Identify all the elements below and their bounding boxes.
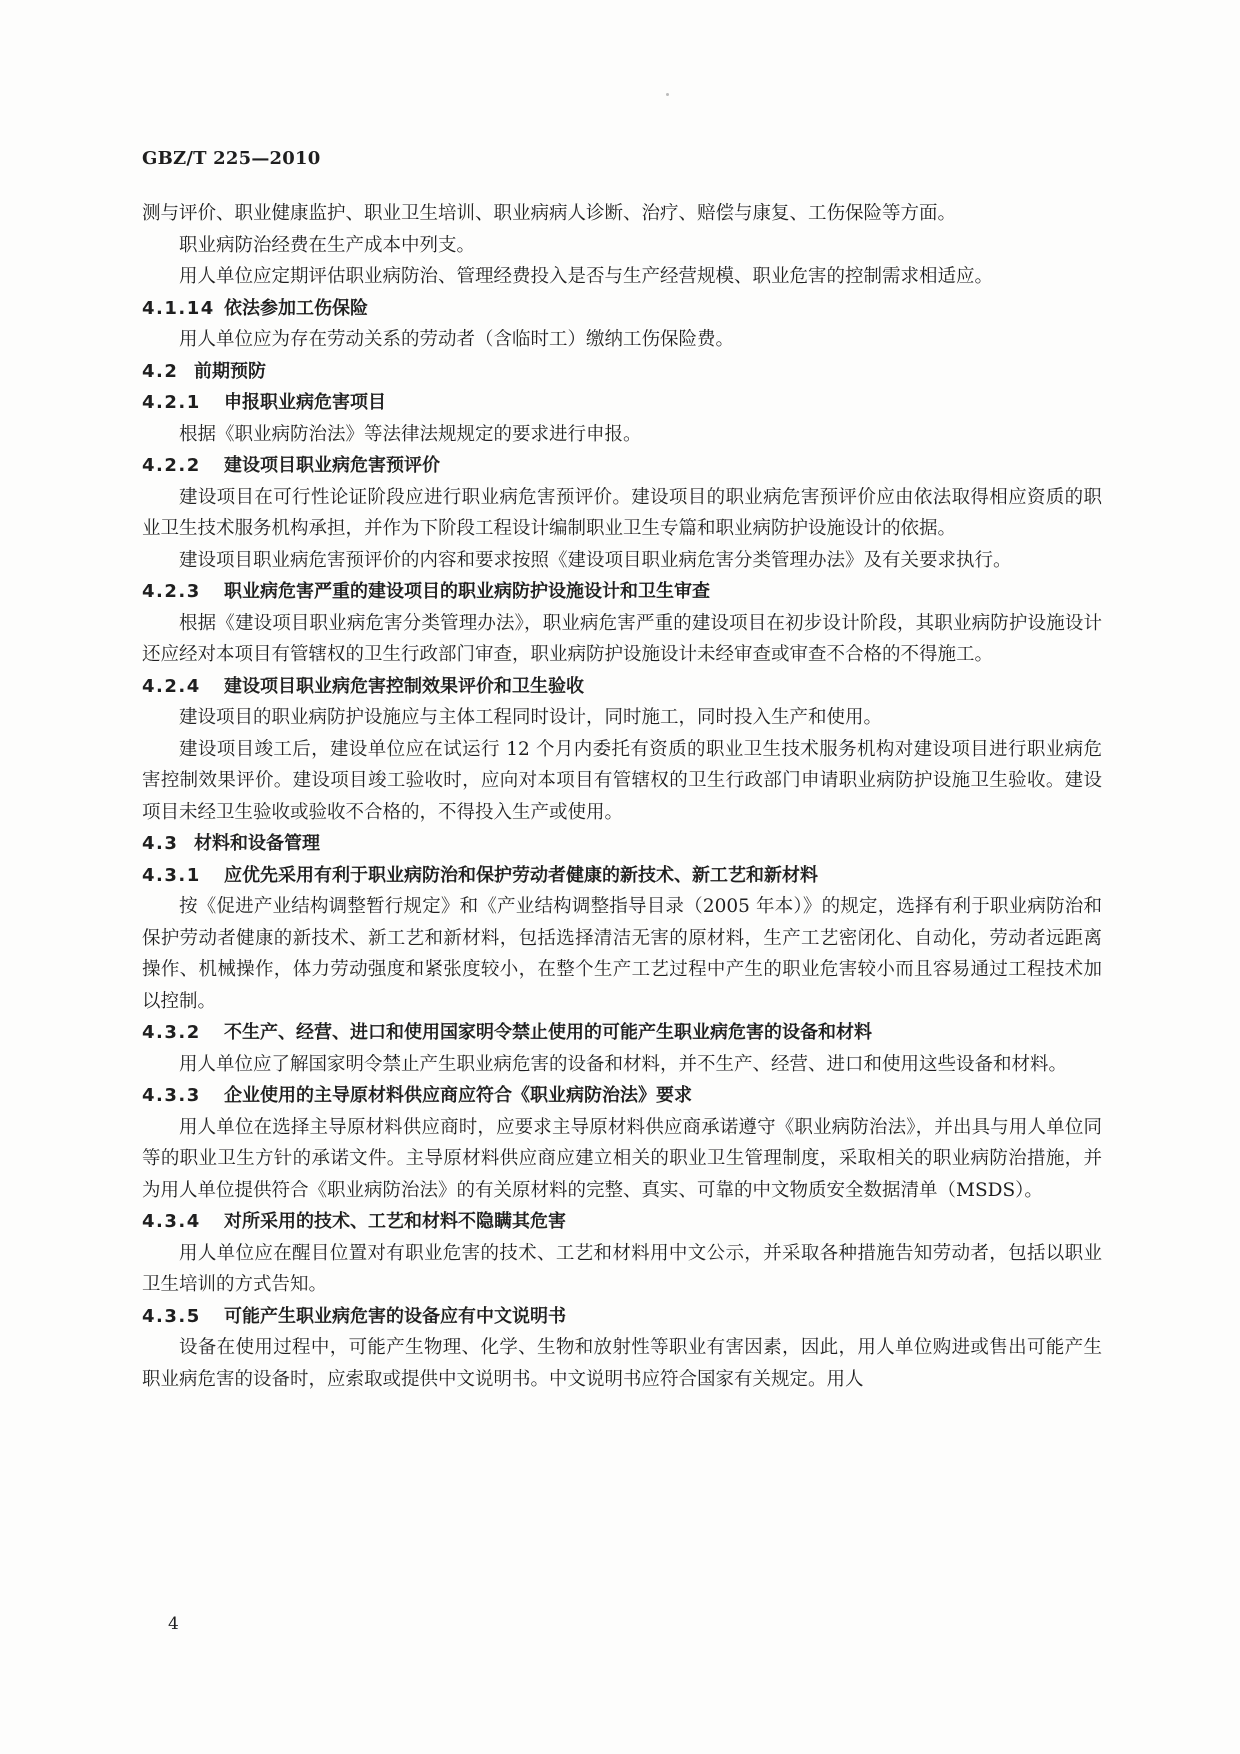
section-heading (142, 450, 1102, 482)
section-title: 申报职业病危害项目 (224, 392, 386, 413)
section-heading (142, 576, 1102, 608)
body-paragraph: 建设项目竣工后，建设单位应在试运行 12 个月内委托有资质的职业卫生技术服务机构对建设项目进行职业病危害控制效果评价。建设项目竣工验收时，应向对本项目有管辖权的卫生行政部门申请职业病防护设施卫生验收。建设项目未经卫生验收或验收不合格的，不得投入生产或使用。 (142, 738, 1102, 823)
standard-code-header: GBZ/T 225—2010 (142, 148, 321, 169)
document-body (142, 198, 1102, 1395)
section-title: 前期预防 (194, 360, 266, 382)
section-heading (142, 1080, 1102, 1112)
body-paragraph: 建设项目职业病危害预评价的内容和要求按照《建设项目职业病危害分类管理办法》及有关要求执行。 (179, 549, 1012, 571)
body-paragraph: 测与评价、职业健康监护、职业卫生培训、职业病病人诊断、治疗、赔偿与康复、工伤保险等方面。 (142, 203, 957, 224)
section-heading (142, 1017, 1102, 1049)
body-paragraph: 设备在使用过程中，可能产生物理、化学、生物和放射性等职业有害因素，因此，用人单位购进或售出可能产生职业病危害的设备时，应索取或提供中文说明书。中文说明书应符合国家有关规定。用人 (142, 1337, 1102, 1390)
scan-speck (666, 93, 669, 96)
section-number: 4.2.1 (142, 392, 201, 413)
section-heading (142, 356, 1102, 388)
section-number: 4.3.1 (142, 864, 201, 886)
page-number: 4 (168, 1614, 179, 1634)
body-paragraph: 用人单位应为存在劳动关系的劳动者（含临时工）缴纳工伤保险费。 (179, 329, 735, 350)
section-number: 4.3.4 (142, 1211, 201, 1232)
body-paragraph: 职业病防治经费在生产成本中列支。 (179, 234, 476, 256)
section-number: 4.1.14 (142, 297, 215, 319)
section-title: 对所采用的技术、工艺和材料不隐瞒其危害 (224, 1211, 566, 1232)
section-title: 建设项目职业病危害控制效果评价和卫生验收 (224, 675, 584, 697)
section-title: 可能产生职业病危害的设备应有中文说明书 (224, 1305, 566, 1327)
section-number: 4.2.2 (142, 455, 201, 476)
section-number: 4.3.3 (142, 1085, 201, 1106)
section-number: 4.3.2 (142, 1022, 201, 1043)
body-paragraph: 建设项目的职业病防护设施应与主体工程同时设计，同时施工，同时投入生产和使用。 (179, 707, 883, 728)
section-heading (142, 387, 1102, 419)
section-number: 4.2.3 (142, 581, 201, 602)
section-heading (142, 828, 1102, 860)
section-number: 4.2.4 (142, 675, 201, 697)
section-number: 4.3 (142, 833, 179, 854)
section-title: 应优先采用有利于职业病防治和保护劳动者健康的新技术、新工艺和新材料 (224, 864, 818, 886)
body-paragraph: 用人单位在选择主导原材料供应商时，应要求主导原材料供应商承诺遵守《职业病防治法》，并出具与用人单位同等的职业卫生方针的承诺文件。主导原材料供应商应建立相关的职业卫生管理制度，采取相关的职业病防治措施，并为用人单位提供符合《职业病防治法》的有关原材料的完整、真实、可靠的中文物质安全数据清单（MSDS）。 (142, 1116, 1102, 1201)
body-paragraph: 根据《职业病防治法》等法律法规规定的要求进行申报。 (179, 423, 642, 445)
section-title: 依法参加工伤保险 (224, 297, 368, 319)
section-heading (142, 1301, 1102, 1333)
body-paragraph: 用人单位应定期评估职业病防治、管理经费投入是否与生产经营规模、职业危害的控制需求相适应。 (179, 266, 994, 287)
section-title: 材料和设备管理 (194, 833, 320, 854)
section-number: 4.2 (142, 360, 179, 382)
section-number: 4.3.5 (142, 1305, 201, 1327)
section-title: 职业病危害严重的建设项目的职业病防护设施设计和卫生审查 (224, 581, 710, 602)
section-title: 企业使用的主导原材料供应商应符合《职业病防治法》要求 (224, 1085, 692, 1106)
section-heading (142, 860, 1102, 892)
body-paragraph: 建设项目在可行性论证阶段应进行职业病危害预评价。建设项目的职业病危害预评价应由依法取得相应资质的职业卫生技术服务机构承担，并作为下阶段工程设计编制职业卫生专篇和职业病防护设施设计的依据。 (142, 486, 1102, 539)
section-title: 建设项目职业病危害预评价 (224, 455, 440, 476)
body-paragraph: 根据《建设项目职业病危害分类管理办法》，职业病危害严重的建设项目在初步设计阶段，其职业病防护设施设计还应经对本项目有管辖权的卫生行政部门审查，职业病防护设施设计未经审查或审查不合格的不得施工。 (142, 612, 1102, 665)
section-heading (142, 1206, 1102, 1238)
body-paragraph: 用人单位应在醒目位置对有职业危害的技术、工艺和材料用中文公示，并采取各种措施告知劳动者，包括以职业卫生培训的方式告知。 (142, 1242, 1102, 1295)
section-title: 不生产、经营、进口和使用国家明令禁止使用的可能产生职业病危害的设备和材料 (224, 1022, 872, 1043)
body-paragraph: 按《促进产业结构调整暂行规定》和《产业结构调整指导目录（2005 年本）》的规定，选择有利于职业病防治和保护劳动者健康的新技术、新工艺和新材料，包括选择清洁无害的原材料，生产工艺密闭化、自动化，劳动者远距离操作、机械操作，体力劳动强度和紧张度较小，在整个生产工艺过程中产生的职业危害较小而且容易通过工程技术加以控制。 (142, 896, 1102, 1012)
section-heading (142, 293, 1102, 325)
body-paragraph: 用人单位应了解国家明令禁止产生职业病危害的设备和材料，并不生产、经营、进口和使用这些设备和材料。 (179, 1053, 1068, 1075)
section-heading (142, 671, 1102, 703)
